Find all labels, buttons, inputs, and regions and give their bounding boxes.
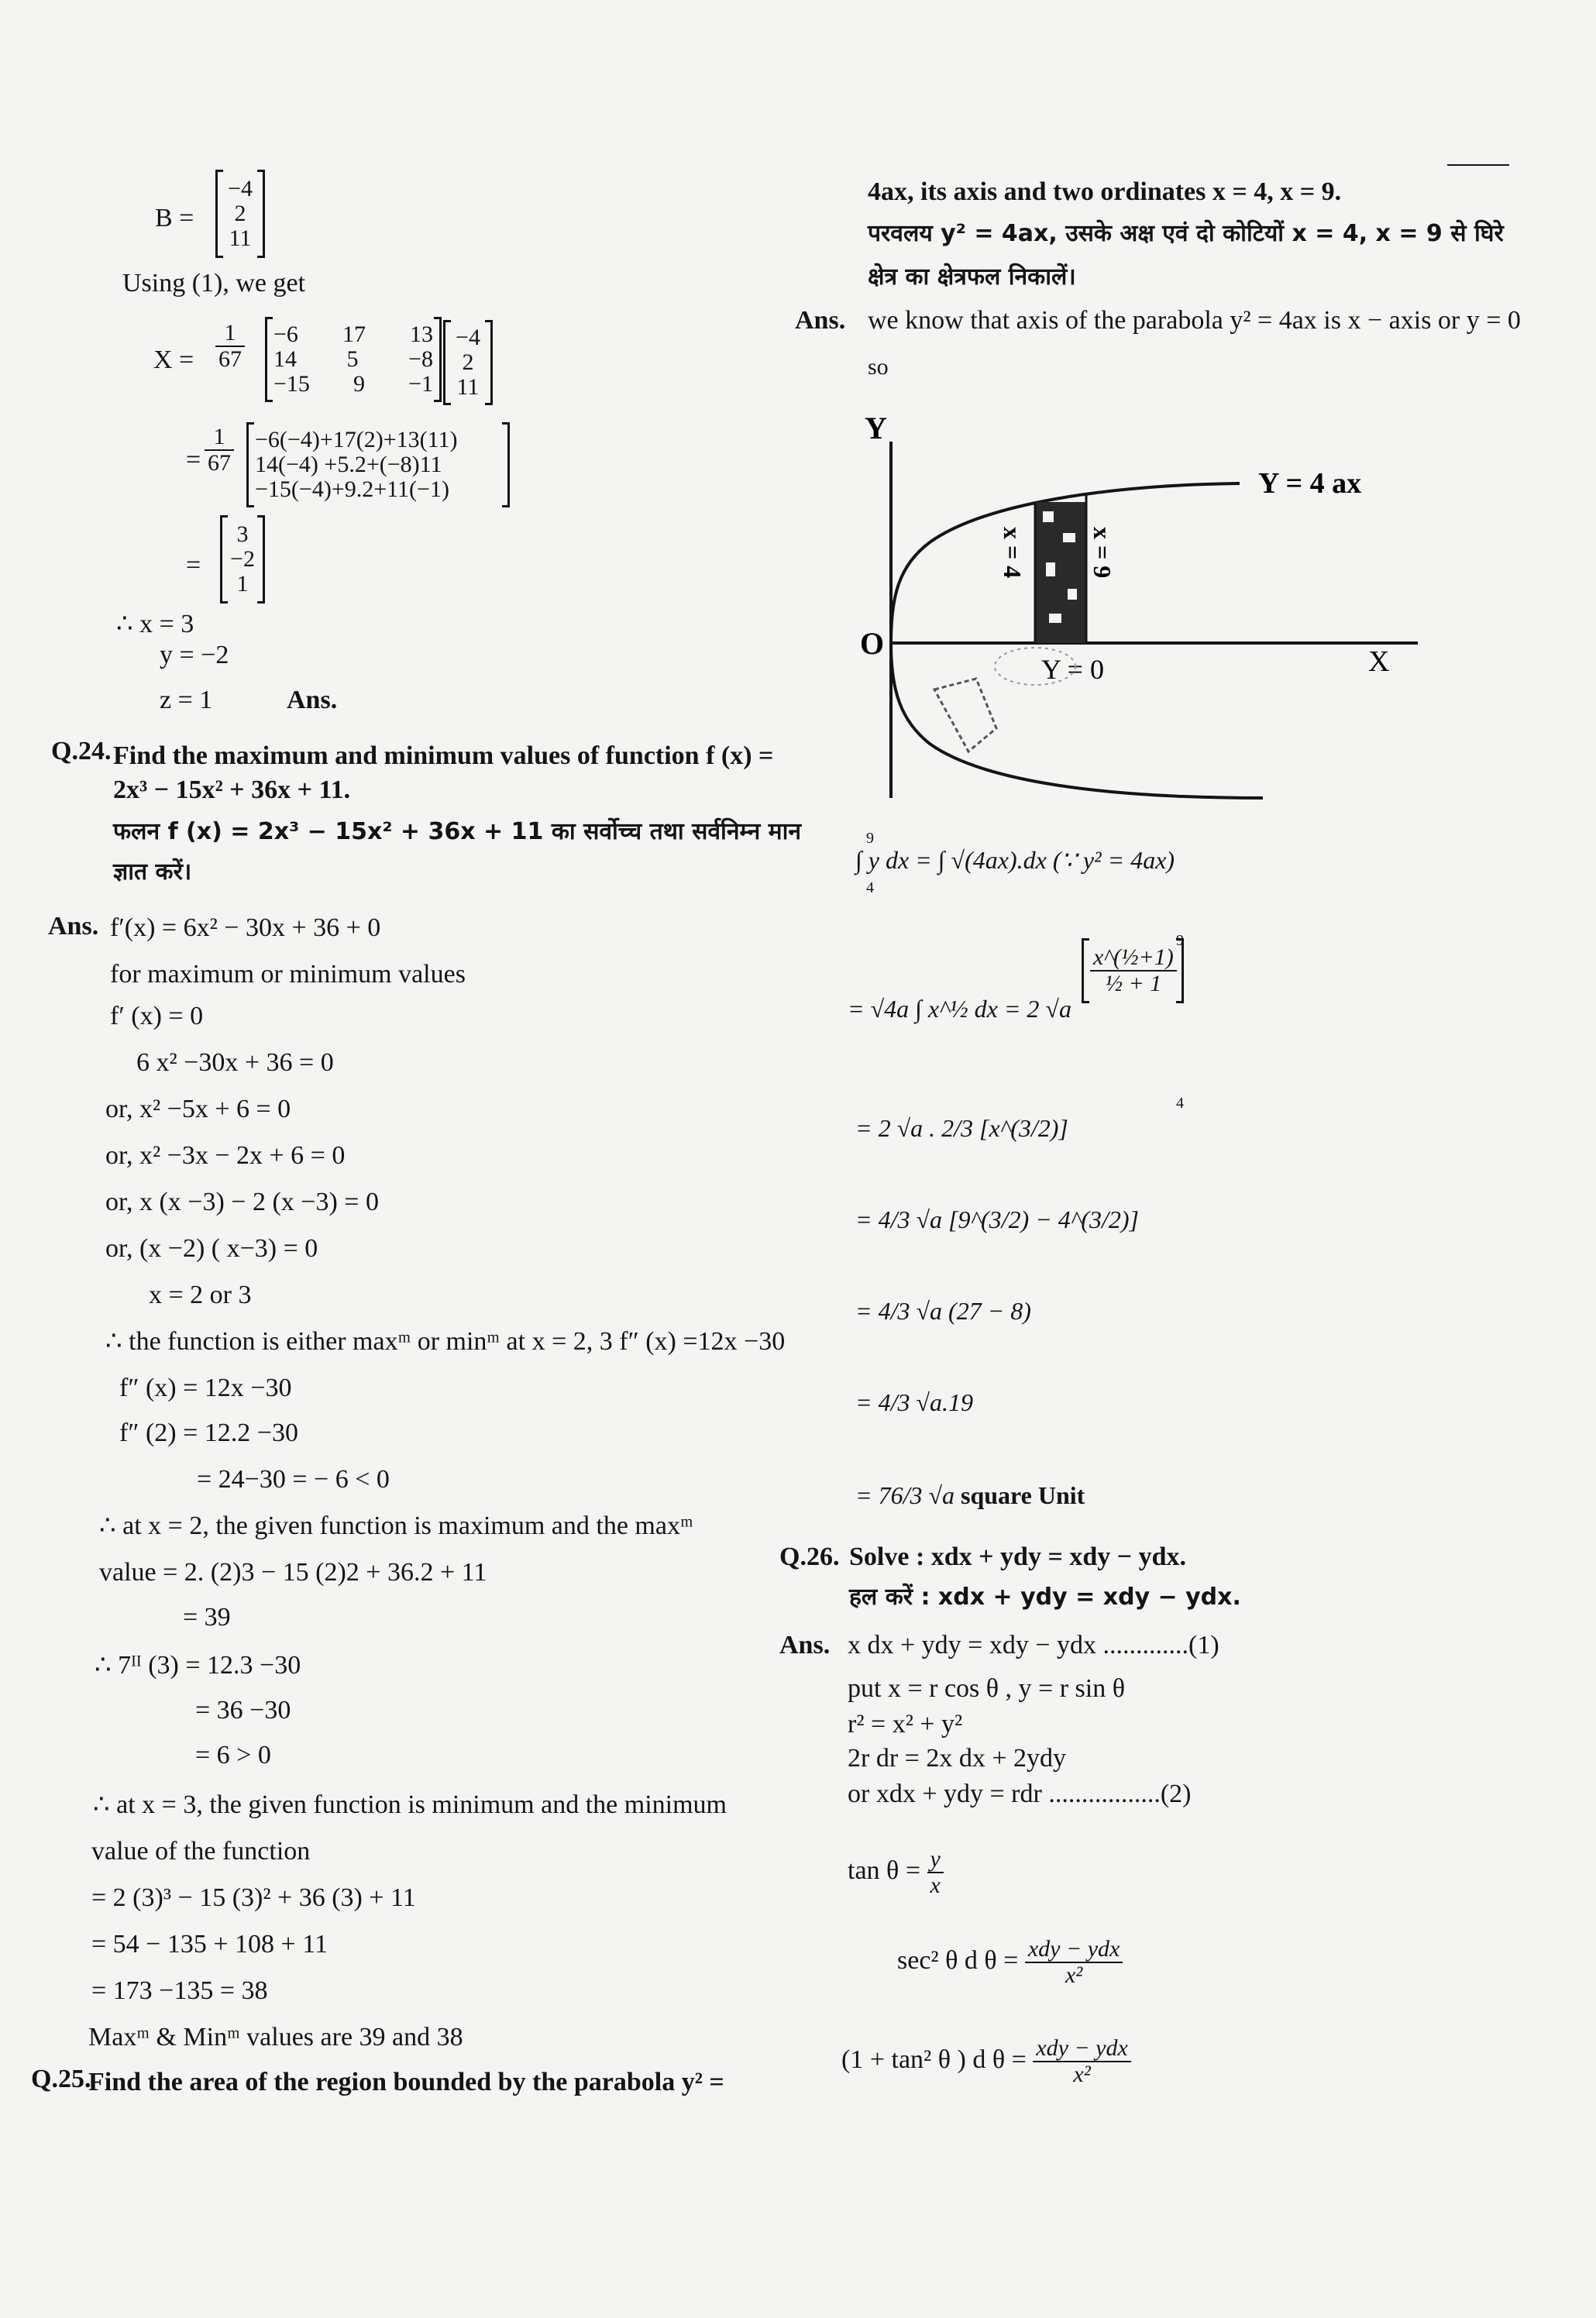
fraction-1-67 — [215, 321, 245, 372]
sec-lhs: sec² θ d θ = — [897, 1945, 1019, 1975]
q26-step: put x = r cos θ , y = r sin θ — [848, 1674, 1126, 1703]
ans-label: Ans. — [48, 912, 99, 941]
matrix-cell: −4 — [228, 176, 253, 201]
step: ∴ at x = 2, the given function is maximum and the maxᵐ — [99, 1512, 693, 1540]
matrix-cell: −2 — [230, 546, 255, 572]
matrix-cell: 2 — [234, 201, 246, 226]
q25-label: Q.25. — [31, 2065, 91, 2093]
q26-line1: Solve : xdx + ydy = xdy − ydx. — [849, 1542, 1187, 1571]
q25-line2: 4ax, its axis and two ordinates x = 4, x = 9. — [868, 177, 1342, 206]
q24-line2: 2x³ − 15x² + 36x + 11. — [113, 776, 351, 804]
matrix-cell: −6 — [273, 322, 298, 347]
matrix-cell: 11 — [456, 374, 480, 400]
solution-z: z = 1 — [160, 686, 213, 714]
matrix-cell: 17 — [342, 322, 366, 347]
frac-den: x² — [1065, 1962, 1083, 1988]
strip-hatch — [1046, 562, 1055, 576]
q24-line1: Find the maximum and minimum values of function f (x) = — [113, 741, 774, 770]
equals-sign: = — [186, 445, 201, 474]
step: = 6 > 0 — [195, 1741, 271, 1769]
column-matrix — [443, 322, 493, 403]
q26-step: x dx + ydy = xdy − ydx .............(1) — [848, 1631, 1219, 1659]
smudge — [934, 679, 996, 751]
q24-hindi1: फलन f (x) = 2x³ − 15x² + 36x + 11 का सर्वोच्च तथा सर्वनिम्न मान — [113, 818, 802, 845]
q26-step: r² = x² + y² — [848, 1710, 963, 1738]
expanded-matrix — [246, 425, 510, 505]
strip-hatch — [1049, 614, 1061, 623]
sec-eq — [897, 1937, 1123, 1988]
ans-label: Ans. — [795, 306, 846, 335]
integral-6: = 4/3 √a.19 — [855, 1388, 974, 1416]
matrix-row: −15(−4)+9.2+11(−1) — [255, 476, 449, 502]
step: f′ (x) = 0 — [110, 1002, 204, 1030]
one-tan-lhs: (1 + tan² θ ) d θ = — [841, 2045, 1027, 2074]
q26-label: Q.26. — [779, 1542, 840, 1571]
step: 6 x² −30x + 36 = 0 — [136, 1048, 334, 1077]
q25-hindi2: क्षेत्र का क्षेत्रफल निकालें। — [868, 263, 1076, 291]
frac-num: 1 — [215, 321, 245, 347]
ans-mark: Ans. — [287, 686, 338, 714]
strip-hatch — [1043, 511, 1054, 522]
frac-den: x² — [1073, 2062, 1091, 2087]
ans-line2: so — [868, 354, 889, 380]
frac-num: xdy − ydx — [1025, 1937, 1123, 1963]
step: or, (x −2) ( x−3) = 0 — [105, 1234, 318, 1263]
tan-eq — [848, 1847, 944, 1898]
x-label: X = — [153, 346, 194, 374]
equals-sign: = — [186, 551, 201, 580]
integral-3: = 2 √a . 2/3 [x^(3/2)] — [855, 1114, 1068, 1142]
step: value = 2. (2)3 − 15 (2)2 + 36.2 + 11 — [99, 1558, 487, 1587]
solution-x: ∴ x = 3 — [116, 610, 194, 638]
matrix-cell: −8 — [408, 346, 433, 372]
frac-num: y — [927, 1847, 944, 1873]
step: = 173 −135 = 38 — [91, 1976, 268, 2005]
solution-y: y = −2 — [160, 641, 229, 669]
frac-num: xdy − ydx — [1033, 2036, 1131, 2062]
x9-label: x = 9 — [1089, 527, 1116, 579]
curve-label: Y = 4 ax — [1258, 467, 1362, 500]
step: f′(x) = 6x² − 30x + 36 + 0 — [110, 913, 381, 942]
q24-label: Q.24. — [51, 737, 112, 765]
integral-4: = 4/3 √a [9^(3/2) − 4^(3/2)] — [855, 1205, 1139, 1233]
strip-hatch — [1063, 533, 1075, 542]
step: ∴ 7ᴵᴵ (3) = 12.3 −30 — [95, 1651, 301, 1680]
origin-label: O — [860, 626, 885, 661]
y-axis-label: Y — [865, 411, 887, 445]
integral-7: = 76/3 √a — [855, 1481, 955, 1509]
step: ∴ the function is either maxᵐ or minᵐ at x = 2, 3 f″ (x) =12x −30 — [105, 1327, 786, 1356]
ans-label: Ans. — [779, 1631, 831, 1659]
integral-2-bracket — [1082, 941, 1184, 1001]
ans-line1: we know that axis of the parabola y² = 4ax is x − axis or y = 0 — [868, 306, 1521, 335]
bracket-lower: 4 — [1176, 1095, 1184, 1112]
q25-hindi1: परवलय y² = 4ax, उसके अक्ष एवं दो कोटियों x = 4, x = 9 से घिरे — [868, 220, 1504, 247]
matrix-row: 14(−4) +5.2+(−8)11 — [255, 452, 442, 477]
square-unit: square Unit — [961, 1481, 1085, 1509]
matrix-cell: 3 — [236, 521, 249, 547]
step: = 2 (3)³ − 15 (3)² + 36 (3) + 11 — [91, 1883, 416, 1912]
frac-den: x — [930, 1873, 941, 1898]
matrix-cell: 14 — [273, 346, 297, 372]
result-matrix — [220, 518, 265, 601]
step: Maxᵐ & Minᵐ values are 39 and 38 — [88, 2023, 463, 2051]
q26-hindi: हल करें : xdx + ydy = xdy − ydx. — [849, 1584, 1241, 1611]
matrix-cell: 1 — [236, 571, 249, 597]
matrix-cell: 2 — [462, 349, 474, 375]
matrix-cell: −4 — [456, 325, 480, 350]
integral-5: = 4/3 √a (27 − 8) — [855, 1297, 1031, 1325]
step: f″ (x) = 12x −30 — [119, 1374, 292, 1402]
step: = 54 − 135 + 108 + 11 — [91, 1930, 328, 1959]
matrix-cell: 11 — [229, 225, 252, 251]
integral-2: = √4a ∫ x^½ dx = 2 √a — [848, 995, 1071, 1023]
frac-num: x^(½+1) — [1090, 945, 1177, 972]
frac-den: 67 — [218, 346, 242, 372]
step: value of the function — [91, 1837, 311, 1866]
top-rule — [1447, 164, 1509, 166]
matrix-cell: 5 — [346, 346, 359, 372]
b-label: B = — [155, 204, 194, 232]
q24-hindi2: ज्ञात करें। — [113, 858, 192, 886]
q25-line1: Find the area of the region bounded by the parabola y² = — [88, 2068, 724, 2096]
x-axis-label: X — [1368, 645, 1390, 678]
matrix-cell: −15 — [273, 371, 310, 397]
parabola-figure — [860, 411, 1418, 806]
coefficient-matrix — [265, 319, 442, 400]
step: for maximum or minimum values — [110, 960, 466, 989]
frac-den: ½ + 1 — [1105, 971, 1162, 996]
one-tan-eq — [841, 2036, 1131, 2087]
y0-label: Y = 0 — [1041, 654, 1104, 685]
x4-label: x = 4 — [999, 527, 1027, 579]
integral-1: ∫ y dx = ∫ √(4ax).dx (∵ y² = 4ax) — [855, 846, 1175, 874]
frac-num: 1 — [205, 425, 234, 451]
bracket-upper: 9 — [1176, 932, 1184, 949]
tan-lhs: tan θ = — [848, 1855, 920, 1885]
step: or, x² −3x − 2x + 6 = 0 — [105, 1141, 346, 1170]
step: f″ (2) = 12.2 −30 — [119, 1419, 298, 1447]
matrix-cell: −1 — [408, 371, 433, 397]
b-matrix — [215, 172, 265, 256]
step: = 24−30 = − 6 < 0 — [197, 1465, 390, 1494]
strip-hatch — [1068, 589, 1077, 600]
limit-upper: 9 — [866, 830, 874, 847]
matrix-cell: 9 — [353, 371, 365, 397]
step: = 39 — [183, 1603, 231, 1632]
fraction-1-67-b — [205, 425, 234, 476]
using-line: Using (1), we get — [122, 269, 306, 297]
step: ∴ at x = 3, the given function is minimum and the minimum — [93, 1790, 727, 1819]
q26-step: 2r dr = 2x dx + 2ydy — [848, 1744, 1066, 1773]
step: or, x² −5x + 6 = 0 — [105, 1095, 291, 1123]
limit-lower: 4 — [866, 879, 874, 896]
frac-den: 67 — [208, 450, 231, 476]
step: x = 2 or 3 — [149, 1281, 252, 1309]
matrix-row: −6(−4)+17(2)+13(11) — [255, 427, 458, 452]
step: = 36 −30 — [195, 1696, 291, 1725]
matrix-cell: 13 — [409, 322, 433, 347]
step: or, x (x −3) − 2 (x −3) = 0 — [105, 1188, 379, 1216]
q26-step: or xdx + ydy = rdr .................(2) — [848, 1780, 1192, 1808]
